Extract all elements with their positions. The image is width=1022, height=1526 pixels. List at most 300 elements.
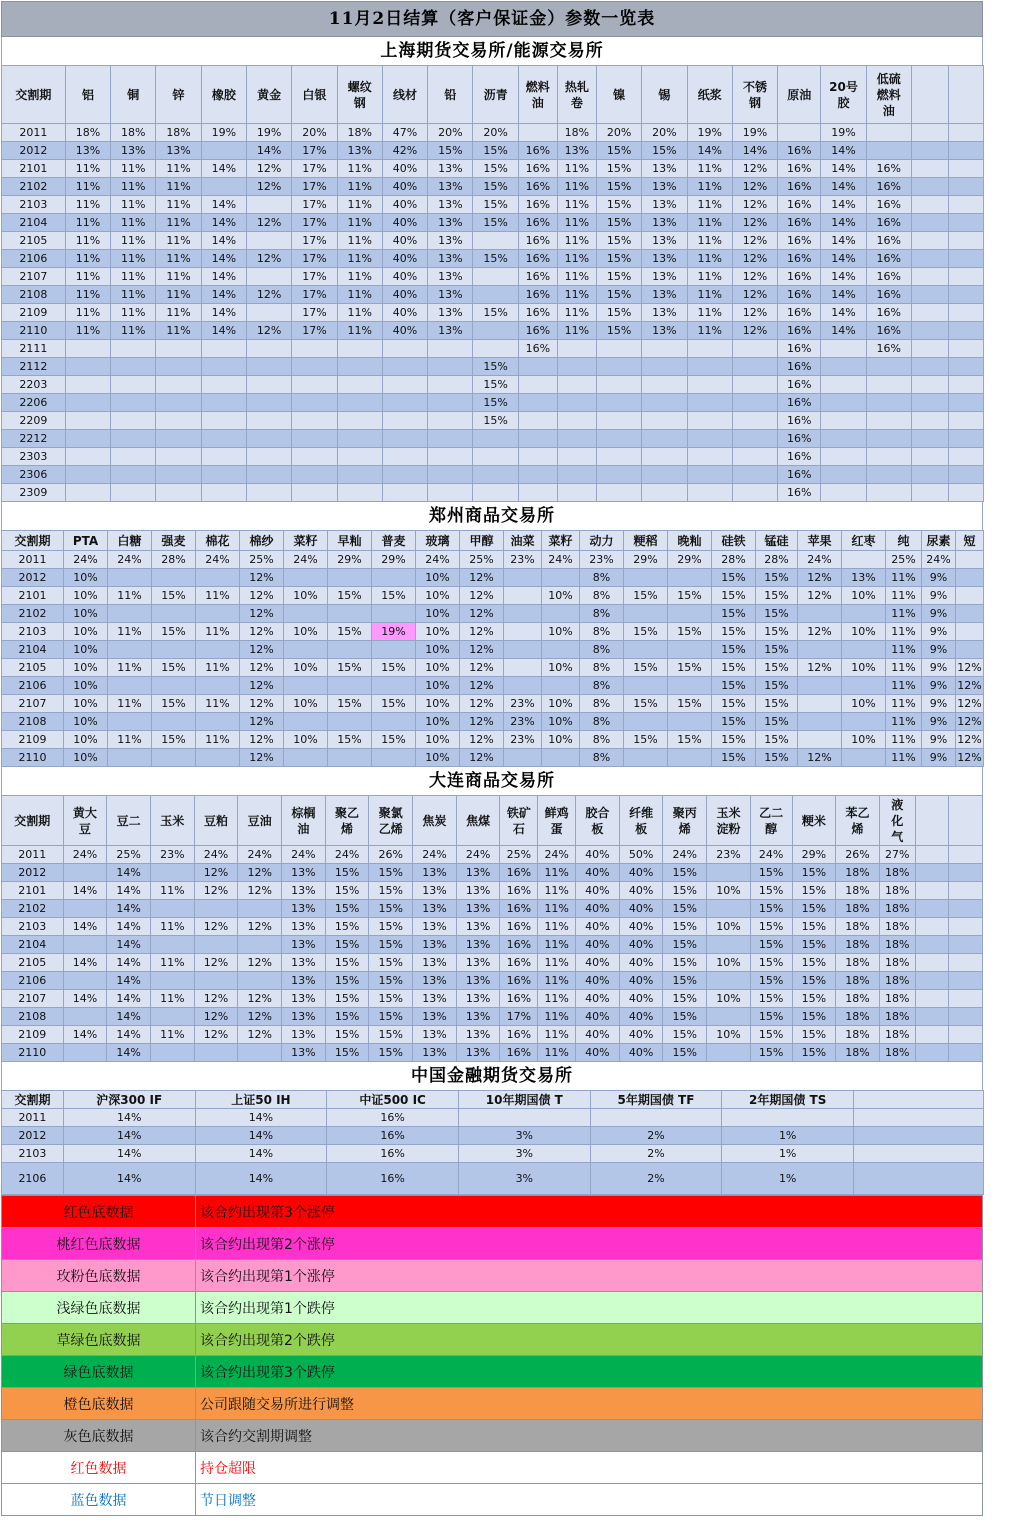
delivery-period-cell: 2104	[2, 641, 64, 659]
margin-cell: 26%	[836, 846, 880, 864]
margin-cell: 11%	[196, 623, 240, 641]
margin-cell: 15%	[756, 731, 798, 749]
margin-cell	[668, 677, 712, 695]
column-header: 交割期	[2, 66, 66, 124]
margin-cell: 13%	[642, 178, 687, 196]
margin-cell: 12%	[956, 695, 984, 713]
margin-cell	[246, 466, 291, 484]
margin-cell: 15%	[712, 569, 756, 587]
margin-cell	[949, 196, 984, 214]
margin-cell: 12%	[194, 882, 238, 900]
margin-cell	[246, 196, 291, 214]
margin-cell: 16%	[778, 394, 821, 412]
margin-cell	[590, 1109, 722, 1127]
margin-cell: 15%	[712, 641, 756, 659]
margin-cell: 13%	[428, 160, 473, 178]
margin-cell: 15%	[596, 268, 641, 286]
margin-cell: 11%	[538, 864, 576, 882]
delivery-period-cell: 2012	[2, 142, 66, 160]
margin-cell: 15%	[325, 990, 369, 1008]
margin-cell: 29%	[792, 846, 836, 864]
margin-cell: 11%	[156, 232, 201, 250]
margin-cell	[642, 376, 687, 394]
margin-cell: 15%	[663, 1044, 707, 1062]
margin-cell: 16%	[866, 268, 911, 286]
margin-cell	[911, 430, 948, 448]
table-row	[2, 749, 984, 767]
margin-cell: 10%	[416, 659, 460, 677]
margin-cell: 16%	[500, 1044, 538, 1062]
margin-cell	[156, 394, 201, 412]
delivery-period-cell: 2109	[2, 304, 66, 322]
margin-cell: 12%	[246, 286, 291, 304]
margin-cell: 40%	[619, 1008, 663, 1026]
margin-cell	[732, 466, 777, 484]
margin-cell: 16%	[778, 448, 821, 466]
margin-cell	[949, 936, 983, 954]
margin-cell: 40%	[576, 882, 620, 900]
margin-cell: 15%	[325, 1026, 369, 1044]
margin-cell: 12%	[238, 1008, 282, 1026]
delivery-period-cell: 2011	[2, 846, 64, 864]
margin-cell: 11%	[337, 268, 382, 286]
margin-cell: 11%	[557, 178, 596, 196]
margin-cell	[65, 448, 110, 466]
margin-cell: 11%	[65, 268, 110, 286]
margin-cell	[949, 918, 983, 936]
margin-cell: 15%	[325, 1044, 369, 1062]
margin-cell	[504, 569, 542, 587]
margin-cell	[337, 412, 382, 430]
margin-cell: 16%	[778, 214, 821, 232]
margin-cell: 10%	[416, 695, 460, 713]
margin-cell: 15%	[328, 623, 372, 641]
margin-cell	[238, 936, 282, 954]
margin-cell: 12%	[194, 1008, 238, 1026]
delivery-period-cell: 2107	[2, 695, 64, 713]
table-row	[2, 882, 983, 900]
margin-cell	[542, 641, 580, 659]
margin-cell: 12%	[240, 623, 284, 641]
margin-cell	[949, 972, 983, 990]
margin-cell: 25%	[240, 551, 284, 569]
margin-cell: 11%	[337, 322, 382, 340]
margin-cell	[866, 430, 911, 448]
margin-cell	[911, 376, 948, 394]
margin-cell: 15%	[596, 322, 641, 340]
margin-cell: 15%	[792, 864, 836, 882]
margin-cell: 15%	[372, 695, 416, 713]
margin-cell	[854, 1163, 984, 1195]
legend-description: 持仓超限	[196, 1452, 983, 1484]
margin-cell: 15%	[712, 695, 756, 713]
margin-cell: 12%	[246, 250, 291, 268]
margin-cell: 25%	[886, 551, 922, 569]
margin-cell	[382, 412, 427, 430]
margin-cell	[707, 972, 751, 990]
margin-cell: 11%	[196, 587, 240, 605]
margin-cell: 13%	[642, 322, 687, 340]
margin-cell: 10%	[64, 623, 108, 641]
margin-cell	[63, 972, 107, 990]
margin-cell: 15%	[792, 1008, 836, 1026]
delivery-period-cell: 2103	[2, 1145, 64, 1163]
margin-cell: 28%	[756, 551, 798, 569]
margin-cell: 18%	[879, 864, 915, 882]
margin-cell	[504, 659, 542, 677]
table-row	[2, 918, 983, 936]
margin-cell: 29%	[624, 551, 668, 569]
column-header: 锌	[156, 66, 201, 124]
margin-cell	[63, 936, 107, 954]
table-row	[2, 605, 984, 623]
margin-cell: 13%	[65, 142, 110, 160]
margin-cell	[246, 430, 291, 448]
margin-cell: 19%	[821, 124, 866, 142]
margin-cell	[201, 178, 246, 196]
margin-cell: 12%	[240, 605, 284, 623]
margin-cell: 16%	[327, 1127, 459, 1145]
column-header	[854, 1091, 984, 1109]
margin-cell	[196, 749, 240, 767]
margin-cell: 8%	[580, 749, 624, 767]
margin-cell: 9%	[922, 641, 956, 659]
margin-cell: 11%	[538, 1044, 576, 1062]
sheet-title: 11月2日结算（客户保证金）参数一览表	[1, 1, 983, 37]
margin-cell: 12%	[194, 918, 238, 936]
margin-cell: 40%	[619, 936, 663, 954]
column-header: 锰硅	[756, 531, 798, 551]
margin-cell: 11%	[156, 322, 201, 340]
margin-cell	[372, 641, 416, 659]
margin-cell: 10%	[64, 695, 108, 713]
margin-cell: 15%	[712, 605, 756, 623]
table-row	[2, 178, 984, 196]
legend-row	[2, 1324, 983, 1356]
margin-cell	[201, 358, 246, 376]
margin-cell: 15%	[663, 972, 707, 990]
margin-cell: 15%	[756, 569, 798, 587]
margin-cell: 40%	[619, 864, 663, 882]
margin-cell: 15%	[663, 1026, 707, 1044]
column-header: 中证500 IC	[327, 1091, 459, 1109]
delivery-period-cell: 2104	[2, 936, 64, 954]
column-header: 10年期国债 T	[458, 1091, 590, 1109]
margin-cell: 23%	[504, 713, 542, 731]
margin-cell	[150, 900, 194, 918]
margin-cell	[821, 484, 866, 502]
legend-key: 绿色底数据	[2, 1356, 196, 1388]
column-header: 不锈钢	[732, 66, 777, 124]
margin-cell	[194, 936, 238, 954]
margin-cell: 12%	[240, 641, 284, 659]
margin-cell	[949, 448, 984, 466]
margin-cell: 8%	[580, 569, 624, 587]
margin-cell	[949, 268, 984, 286]
margin-cell: 14%	[821, 214, 866, 232]
legend-row	[2, 1356, 983, 1388]
margin-cell	[949, 340, 984, 358]
margin-cell: 13%	[428, 232, 473, 250]
margin-cell	[949, 160, 984, 178]
margin-cell	[596, 376, 641, 394]
margin-cell: 15%	[473, 214, 518, 232]
column-header: 锡	[642, 66, 687, 124]
legend-key: 橙色底数据	[2, 1388, 196, 1420]
margin-cell: 12%	[732, 214, 777, 232]
margin-cell	[911, 286, 948, 304]
margin-cell	[63, 900, 107, 918]
margin-cell: 11%	[150, 954, 194, 972]
margin-cell	[949, 250, 984, 268]
margin-cell: 40%	[576, 1008, 620, 1026]
margin-cell: 25%	[460, 551, 504, 569]
margin-cell: 11%	[111, 304, 156, 322]
margin-cell	[428, 358, 473, 376]
margin-cell: 11%	[65, 196, 110, 214]
margin-cell	[915, 954, 949, 972]
table-row	[2, 376, 984, 394]
margin-cell	[196, 677, 240, 695]
margin-cell: 11%	[150, 882, 194, 900]
margin-cell: 18%	[65, 124, 110, 142]
margin-cell	[798, 677, 842, 695]
margin-cell	[65, 412, 110, 430]
margin-cell	[596, 484, 641, 502]
margin-cell: 16%	[518, 232, 557, 250]
margin-cell: 13%	[413, 936, 457, 954]
margin-cell	[854, 1109, 984, 1127]
margin-cell	[201, 466, 246, 484]
margin-cell: 15%	[372, 587, 416, 605]
margin-cell	[624, 569, 668, 587]
margin-cell	[65, 340, 110, 358]
margin-cell	[292, 394, 337, 412]
margin-cell: 16%	[778, 178, 821, 196]
legend-table	[1, 1195, 983, 1516]
margin-cell: 14%	[687, 142, 732, 160]
margin-cell: 14%	[821, 322, 866, 340]
margin-cell	[108, 569, 152, 587]
margin-cell	[292, 376, 337, 394]
margin-cell: 15%	[473, 376, 518, 394]
margin-cell: 11%	[111, 268, 156, 286]
margin-cell: 40%	[619, 900, 663, 918]
margin-cell	[246, 376, 291, 394]
margin-cell	[65, 466, 110, 484]
margin-cell: 15%	[712, 623, 756, 641]
margin-cell: 25%	[500, 846, 538, 864]
margin-cell	[949, 1026, 983, 1044]
margin-cell	[911, 214, 948, 232]
margin-cell: 13%	[282, 1044, 326, 1062]
margin-cell: 13%	[842, 569, 886, 587]
margin-cell	[337, 466, 382, 484]
margin-cell: 16%	[866, 178, 911, 196]
margin-cell: 11%	[65, 232, 110, 250]
margin-cell: 13%	[456, 900, 500, 918]
margin-cell	[915, 1044, 949, 1062]
margin-cell: 10%	[707, 990, 751, 1008]
margin-cell: 23%	[150, 846, 194, 864]
margin-cell: 9%	[922, 713, 956, 731]
margin-cell: 14%	[201, 286, 246, 304]
margin-cell: 12%	[246, 160, 291, 178]
margin-cell: 12%	[798, 623, 842, 641]
margin-cell: 26%	[369, 846, 413, 864]
margin-cell	[915, 1008, 949, 1026]
column-header: 红枣	[842, 531, 886, 551]
margin-cell: 20%	[596, 124, 641, 142]
section-title: 上海期货交易所/能源交易所	[1, 37, 983, 65]
table-row	[2, 358, 984, 376]
margin-cell	[949, 900, 983, 918]
margin-cell: 40%	[382, 214, 427, 232]
delivery-period-cell: 2107	[2, 268, 66, 286]
margin-cell	[246, 448, 291, 466]
margin-cell: 15%	[756, 659, 798, 677]
column-header: 聚乙烯	[325, 796, 369, 846]
column-header: 白银	[292, 66, 337, 124]
margin-cell: 11%	[108, 623, 152, 641]
margin-cell: 15%	[756, 641, 798, 659]
margin-cell: 11%	[65, 214, 110, 232]
section-title: 郑州商品交易所	[1, 502, 983, 530]
margin-cell: 40%	[382, 196, 427, 214]
column-header: 焦炭	[413, 796, 457, 846]
legend-key: 草绿色底数据	[2, 1324, 196, 1356]
margin-cell: 12%	[460, 587, 504, 605]
margin-cell: 13%	[642, 268, 687, 286]
margin-cell: 13%	[557, 142, 596, 160]
margin-cell: 11%	[687, 322, 732, 340]
table-row	[2, 124, 984, 142]
margin-cell: 17%	[292, 250, 337, 268]
margin-cell	[328, 677, 372, 695]
margin-cell	[328, 569, 372, 587]
margin-cell	[337, 484, 382, 502]
margin-cell: 20%	[642, 124, 687, 142]
margin-cell: 11%	[156, 268, 201, 286]
margin-cell	[624, 605, 668, 623]
margin-cell	[196, 569, 240, 587]
margin-cell	[156, 466, 201, 484]
margin-cell: 16%	[778, 358, 821, 376]
margin-cell: 9%	[922, 749, 956, 767]
column-header: 胶合板	[576, 796, 620, 846]
margin-cell: 15%	[473, 394, 518, 412]
margin-cell: 15%	[325, 900, 369, 918]
table-row	[2, 1163, 984, 1195]
margin-cell	[473, 430, 518, 448]
margin-cell: 28%	[152, 551, 196, 569]
margin-cell	[63, 864, 107, 882]
margin-cell: 40%	[619, 1026, 663, 1044]
margin-cell: 14%	[195, 1163, 327, 1195]
column-header: 晚籼	[668, 531, 712, 551]
margin-cell: 14%	[63, 954, 107, 972]
margin-cell: 11%	[538, 972, 576, 990]
margin-cell: 12%	[460, 641, 504, 659]
margin-cell: 16%	[778, 142, 821, 160]
margin-cell: 14%	[107, 864, 151, 882]
margin-cell: 10%	[542, 713, 580, 731]
margin-cell	[821, 430, 866, 448]
margin-cell: 40%	[382, 178, 427, 196]
margin-cell: 16%	[500, 900, 538, 918]
margin-cell: 13%	[282, 936, 326, 954]
margin-cell	[732, 412, 777, 430]
margin-cell: 14%	[63, 1127, 195, 1145]
table-row	[2, 394, 984, 412]
margin-cell: 15%	[756, 749, 798, 767]
margin-cell: 15%	[596, 232, 641, 250]
margin-cell: 15%	[473, 304, 518, 322]
margin-cell	[542, 605, 580, 623]
margin-cell: 23%	[504, 551, 542, 569]
margin-cell: 15%	[596, 286, 641, 304]
margin-cell: 18%	[879, 990, 915, 1008]
margin-cell: 15%	[750, 1026, 792, 1044]
margin-cell: 10%	[284, 695, 328, 713]
header-row	[2, 1091, 984, 1109]
margin-cell: 3%	[458, 1127, 590, 1145]
margin-cell: 10%	[542, 659, 580, 677]
margin-cell: 14%	[821, 250, 866, 268]
margin-cell	[866, 142, 911, 160]
margin-cell: 12%	[460, 731, 504, 749]
margin-cell	[798, 713, 842, 731]
delivery-period-cell: 2011	[2, 124, 66, 142]
margin-cell: 11%	[687, 196, 732, 214]
margin-cell: 13%	[456, 972, 500, 990]
margin-cell: 42%	[382, 142, 427, 160]
margin-cell: 8%	[580, 713, 624, 731]
column-header: 黄金	[246, 66, 291, 124]
column-header: 油菜	[504, 531, 542, 551]
margin-cell	[866, 124, 911, 142]
margin-cell	[732, 358, 777, 376]
margin-cell: 13%	[413, 918, 457, 936]
margin-cell: 15%	[756, 587, 798, 605]
margin-cell: 24%	[413, 846, 457, 864]
margin-cell: 15%	[596, 214, 641, 232]
margin-cell: 17%	[292, 214, 337, 232]
margin-cell: 15%	[750, 900, 792, 918]
margin-cell	[915, 900, 949, 918]
margin-cell	[65, 430, 110, 448]
margin-cell: 14%	[107, 1026, 151, 1044]
margin-cell	[596, 412, 641, 430]
margin-cell: 15%	[596, 196, 641, 214]
margin-cell: 15%	[663, 864, 707, 882]
margin-cell: 14%	[107, 954, 151, 972]
margin-cell: 12%	[240, 749, 284, 767]
margin-cell	[596, 430, 641, 448]
margin-cell: 12%	[246, 178, 291, 196]
delivery-period-cell: 2206	[2, 394, 66, 412]
margin-cell: 16%	[500, 882, 538, 900]
delivery-period-cell: 2103	[2, 196, 66, 214]
margin-cell: 2%	[590, 1127, 722, 1145]
margin-cell	[842, 677, 886, 695]
margin-cell: 9%	[922, 659, 956, 677]
margin-cell: 11%	[65, 178, 110, 196]
margin-cell	[949, 304, 984, 322]
legend-description: 该合约交割期调整	[196, 1420, 983, 1452]
delivery-period-cell: 2306	[2, 466, 66, 484]
margin-cell	[382, 448, 427, 466]
